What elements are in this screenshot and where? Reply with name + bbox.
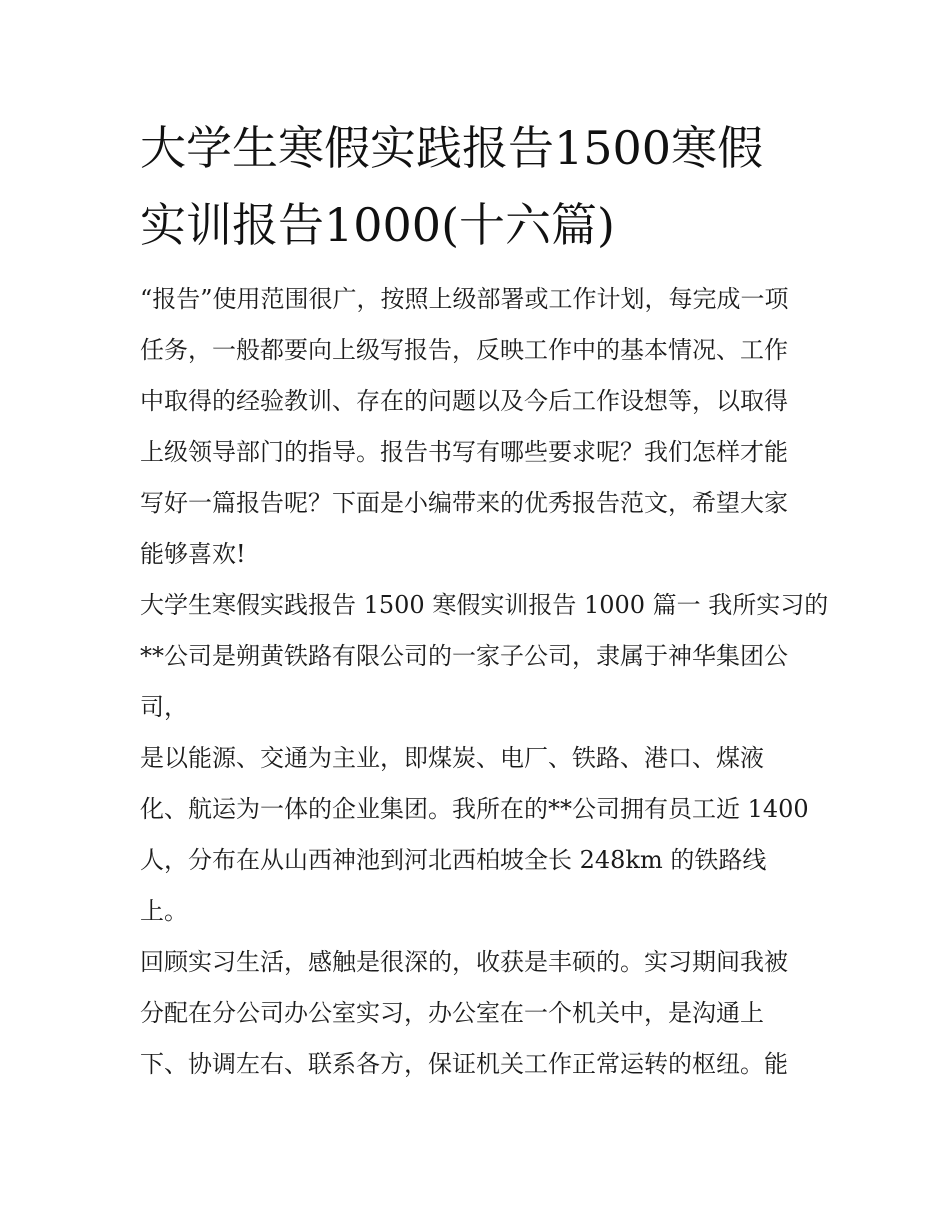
text-line: 上。 bbox=[140, 897, 188, 925]
text-line: 任务，一般都要向上级写报告，反映工作中的基本情况、工作 bbox=[140, 336, 788, 364]
text-line: “报告”使用范围很广，按照上级部署或工作计划，每完成一项 bbox=[140, 285, 789, 313]
text-line: 能够喜欢! bbox=[140, 540, 246, 568]
text-line: 下、协调左右、联系各方，保证机关工作正常运转的枢纽。能 bbox=[140, 1050, 788, 1078]
text-line: 人，分布在从山西神池到河北西柏坡全长 248km 的铁路线 bbox=[140, 846, 767, 874]
text-line: 上级领导部门的指导。报告书写有哪些要求呢？我们怎样才能 bbox=[140, 438, 788, 466]
text-line: **公司是朔黄铁路有限公司的一家子公司，隶属于神华集团公 bbox=[140, 642, 788, 670]
text-line: 中取得的经验教训、存在的问题以及今后工作设想等，以取得 bbox=[140, 387, 788, 415]
text-line: 司， bbox=[140, 693, 188, 721]
text-line: 大学生寒假实践报告 1500 寒假实训报告 1000 篇一 我所实习的 bbox=[140, 591, 829, 619]
document-title bbox=[140, 110, 820, 264]
document-body bbox=[140, 274, 829, 1090]
text-line: 写好一篇报告呢？下面是小编带来的优秀报告范文，希望大家 bbox=[140, 489, 788, 517]
paragraph-review bbox=[140, 937, 820, 1090]
text-line: 是以能源、交通为主业，即煤炭、电厂、铁路、港口、煤液 bbox=[140, 744, 764, 772]
paragraph-intro bbox=[140, 274, 820, 580]
text-line: 回顾实习生活，感触是很深的，收获是丰硕的。实习期间我被 bbox=[140, 948, 788, 976]
text-line: 分配在分公司办公室实习，办公室在一个机关中，是沟通上 bbox=[140, 999, 764, 1027]
title-line: 实训报告1000(十六篇) bbox=[140, 198, 615, 252]
paragraph-company bbox=[140, 733, 820, 937]
paragraph-section-one bbox=[140, 580, 829, 733]
title-line: 大学生寒假实践报告1500寒假 bbox=[140, 121, 764, 175]
text-line: 化、航运为一体的企业集团。我所在的**公司拥有员工近 1400 bbox=[140, 795, 809, 823]
